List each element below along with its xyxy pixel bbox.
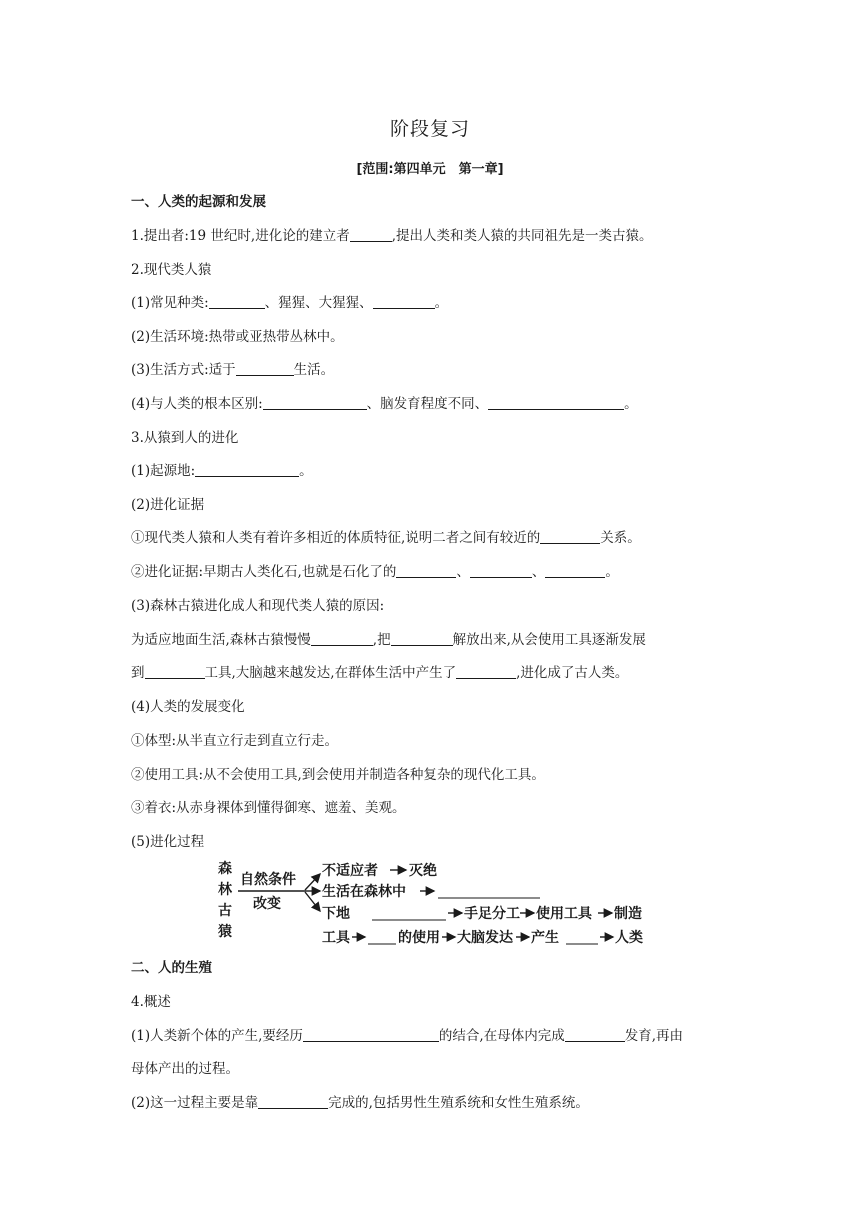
question-2-heading: 2.现代类人猿 <box>131 262 212 278</box>
row4-a: 工具 <box>322 930 350 946</box>
question-1: 1.提出者:19 世纪时,进化论的建立者 ,提出人类和类人猿的共同祖先是一类古猿。 <box>131 228 653 244</box>
answer-blank[interactable] <box>145 664 205 679</box>
question-3-3-b: 到 工具,大脑越来越发达,在群体生活中产生了 ,进化成了古人类。 <box>131 665 629 681</box>
origin-char-2: 林 <box>218 882 232 898</box>
answer-blank[interactable] <box>350 227 392 242</box>
question-3-2-b: ②进化证据:早期古人类化石,也就是石化了的 、 、 。 <box>131 564 619 580</box>
evolution-process-diagram <box>210 856 660 952</box>
question-3-2: (2)进化证据 <box>131 497 205 513</box>
question-4-1-cont: 母体产出的过程。 <box>131 1061 239 1077</box>
condition-bottom: 改变 <box>253 896 281 912</box>
row4-c: 大脑发达 <box>457 930 513 946</box>
question-3-2-a: ①现代类人猿和人类有着许多相近的体质特征,说明二者之间有较近的 关系。 <box>131 530 641 546</box>
answer-blank[interactable] <box>195 462 299 477</box>
section-heading-reproduction: 二、人的生殖 <box>131 960 212 976</box>
branch3-b: 手足分工 <box>464 906 520 922</box>
answer-blank[interactable] <box>565 1027 625 1042</box>
question-2-1: (1)常见种类: 、猩猩、大猩猩、 。 <box>131 295 449 311</box>
question-3-4: (4)人类的发展变化 <box>131 699 245 715</box>
page-title: 阶段复习 <box>389 118 470 140</box>
arrow-up <box>305 874 320 890</box>
question-4-1: (1)人类新个体的产生,要经历 的结合,在母体内完成 发育,再由 <box>131 1028 684 1044</box>
answer-blank[interactable] <box>396 563 456 578</box>
arrow-down <box>305 892 320 911</box>
section-heading-origin: 一、人类的起源和发展 <box>131 194 266 210</box>
answer-blank[interactable] <box>456 664 516 679</box>
answer-blank[interactable] <box>263 395 367 410</box>
answer-blank[interactable] <box>540 529 600 544</box>
answer-blank[interactable] <box>311 631 373 646</box>
question-3-4-b: ②使用工具:从不会使用工具,到会使用并制造各种复杂的现代化工具。 <box>131 767 545 783</box>
answer-blank[interactable] <box>545 563 605 578</box>
question-3-heading: 3.从猿到人的进化 <box>131 430 239 446</box>
branch3-a: 下地 <box>322 906 350 922</box>
answer-blank[interactable] <box>488 395 624 410</box>
branch2: 生活在森林中 <box>322 884 406 900</box>
answer-blank[interactable] <box>209 294 265 309</box>
question-3-4-a: ①体型:从半直立行走到直立行走。 <box>131 733 339 749</box>
branch1-a: 不适应者 <box>322 863 378 879</box>
answer-blank[interactable] <box>470 563 532 578</box>
question-2-4: (4)与人类的根本区别: 、脑发育程度不同、 。 <box>131 396 638 412</box>
question-4-2: (2)这一过程主要是靠 完成的,包括男性生殖系统和女性生殖系统。 <box>131 1095 589 1111</box>
answer-blank[interactable] <box>258 1094 328 1109</box>
branch1-b: 灭绝 <box>409 863 437 879</box>
origin-char-3: 古 <box>218 903 232 919</box>
condition-top: 自然条件 <box>240 872 296 888</box>
question-3-1: (1)起源地: 。 <box>131 463 313 479</box>
answer-blank[interactable] <box>391 631 453 646</box>
branch3-c: 使用工具 <box>536 906 592 922</box>
question-3-3-a: 为适应地面生活,森林古猿慢慢 ,把 解放出来,从会使用工具逐渐发展 <box>131 632 646 648</box>
answer-blank[interactable] <box>373 294 435 309</box>
question-4-heading: 4.概述 <box>131 994 171 1010</box>
row4-e: 人类 <box>615 930 643 946</box>
row4-d: 产生 <box>531 930 559 946</box>
branch3-d: 制造 <box>614 906 642 922</box>
answer-blank[interactable] <box>303 1027 439 1042</box>
question-2-2: (2)生活环境:热带或亚热带丛林中。 <box>131 329 344 345</box>
question-3-5: (5)进化过程 <box>131 834 205 850</box>
origin-char-1: 森 <box>218 861 232 877</box>
answer-blank[interactable] <box>236 361 294 376</box>
scope-subtitle: [范围:第四单元 第一章] <box>356 162 504 177</box>
question-3-4-c: ③着衣:从赤身裸体到懂得御寒、遮羞、美观。 <box>131 800 406 816</box>
row4-b: 的使用 <box>398 930 440 946</box>
question-3-3: (3)森林古猿进化成人和现代类人猿的原因: <box>131 598 385 614</box>
question-2-3: (3)生活方式:适于 生活。 <box>131 362 335 378</box>
origin-char-4: 猿 <box>218 924 232 940</box>
